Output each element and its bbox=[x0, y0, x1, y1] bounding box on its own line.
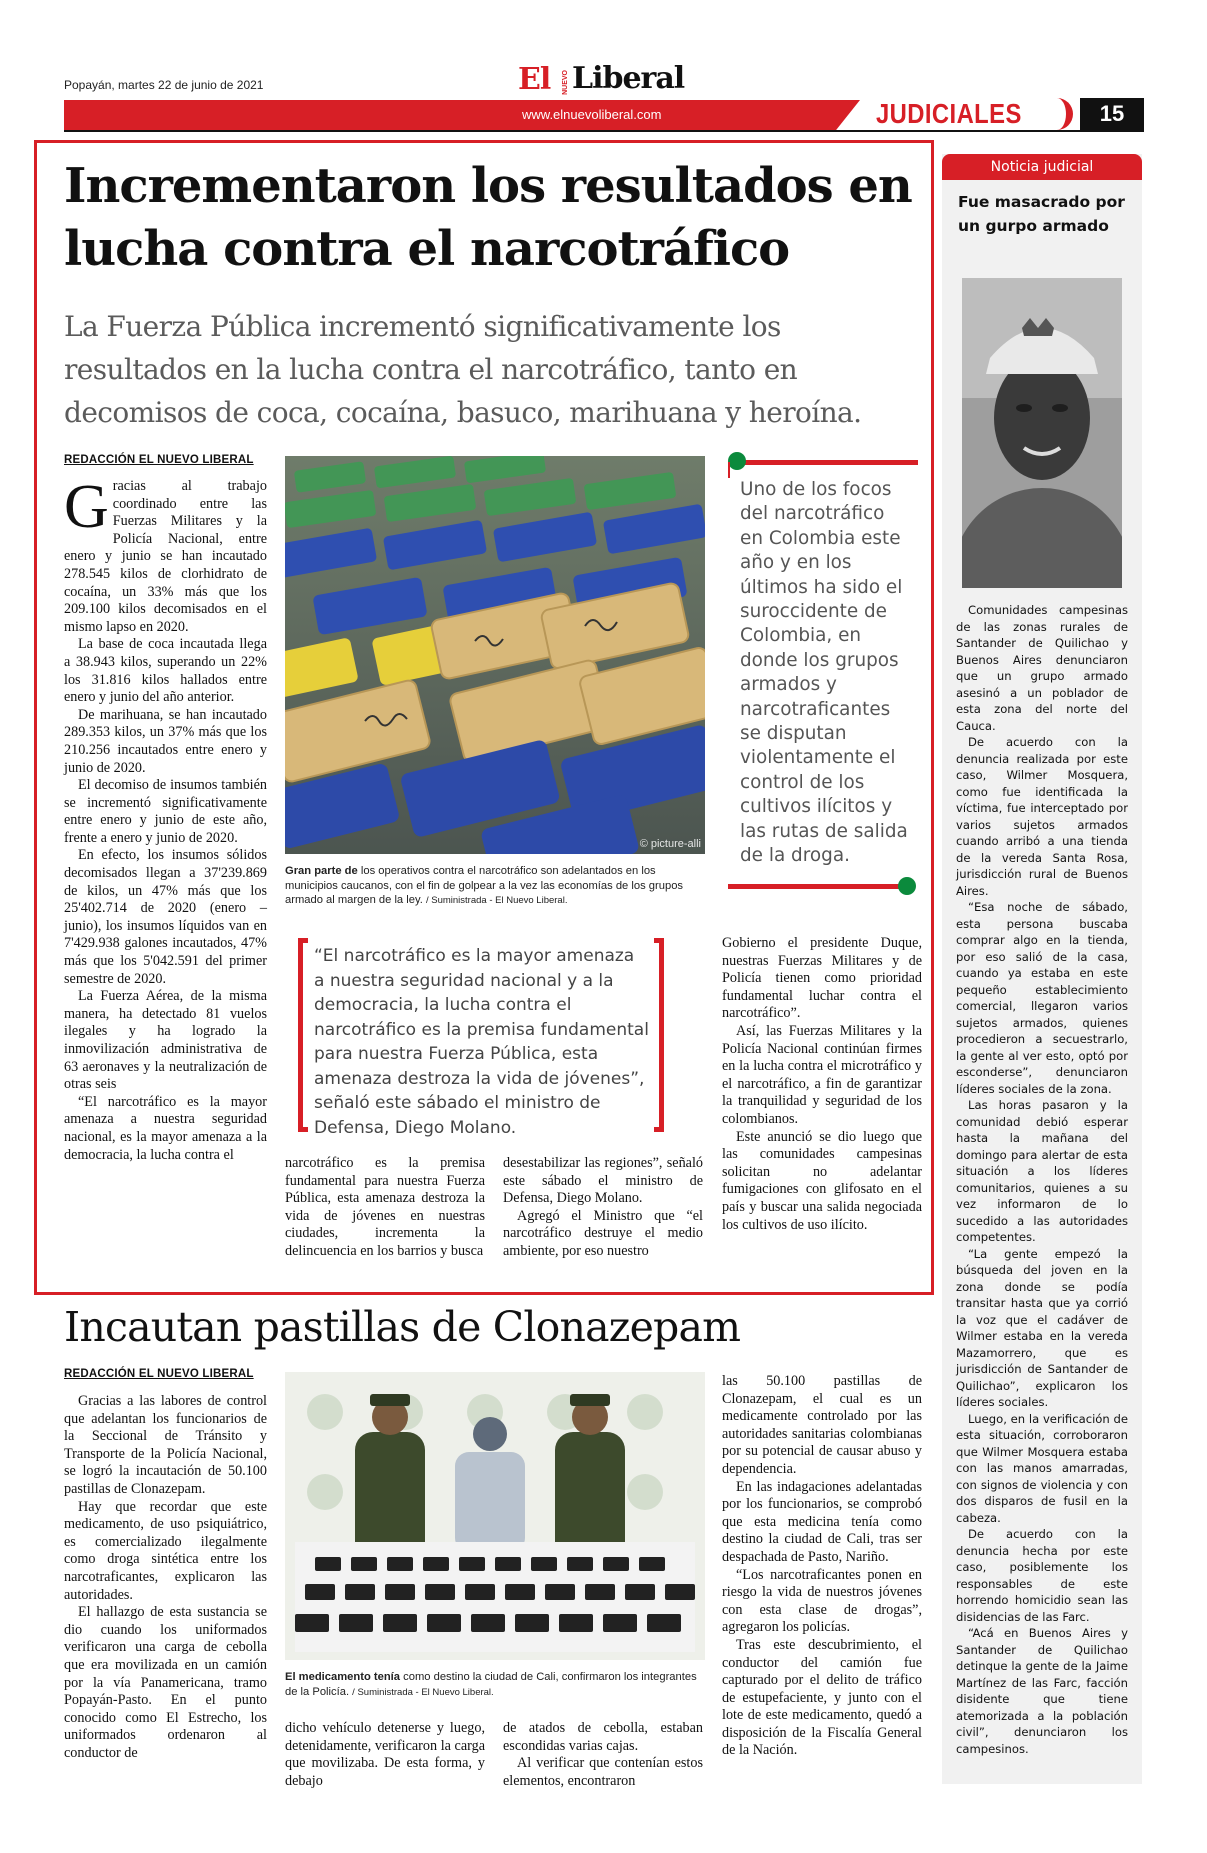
pullquote-left-rule bbox=[728, 462, 730, 478]
main-col1-p2: La base de coca incautada llega a 38.943 kilos, superando un 22% los 31.816 kilos hallados entre enero y junio del año anterior. bbox=[64, 636, 267, 706]
second-col3-p1: de atados de cebolla, estaban escondidas varias cajas. bbox=[503, 1720, 703, 1754]
website-url: www.elnuevoliberal.com bbox=[522, 107, 662, 122]
logo-el: El bbox=[518, 62, 551, 97]
main-col1-p3: De marihuana, se han incautado 289.353 kilos, un 37% más que los 210.256 incautados entre enero y junio de 2020. bbox=[64, 706, 267, 776]
second-caption-credit: / Suministrada - El Nuevo Liberal. bbox=[352, 1686, 494, 1698]
sidebar-photo bbox=[962, 278, 1122, 588]
second-col2-p1: dicho vehículo detenerse y luego, detenidamente, verificaron la carga que movilizaba. De esta forma, y debajo bbox=[285, 1720, 485, 1789]
header-red-bar bbox=[64, 100, 860, 130]
main-col1-p1: racias al trabajo coordinado entre las Fuerzas Militares y la Policía Nacional, entre enero y junio se han incautado 278.545 kilos de clorhidrato de cocaína, un 33% más que los 209.100 kilos decomisados en el mismo lapso en 2020. bbox=[64, 478, 267, 635]
newspaper-logo bbox=[518, 62, 698, 96]
main-deck: La Fuerza Pública incrementó significativamente los resultados en la lucha contra el narcotráfico, tanto en decomisos de coca, cocaína, basuco, marihuana y heroína. bbox=[64, 310, 862, 429]
second-photo bbox=[285, 1372, 705, 1660]
main-photo-caption bbox=[285, 864, 705, 909]
second-caption-text: como destino la ciudad de Cali, confirmaron los integrantes de la Policía. bbox=[285, 1671, 697, 1698]
quote-box bbox=[298, 938, 664, 1138]
quote-bracket-right bbox=[654, 938, 664, 1132]
second-byline: REDACCIÓN EL NUEVO LIBERAL bbox=[64, 1368, 254, 1380]
main-col1-p7: “El narcotráfico es la mayor amenaza a nuestra seguridad nacional, es la mayor amenaza a la democracia, la lucha contra el bbox=[64, 1093, 267, 1163]
main-byline: REDACCIÓN EL NUEVO LIBERAL bbox=[64, 454, 254, 466]
pullquote-top-dot bbox=[728, 452, 746, 470]
dropcap: G bbox=[64, 473, 109, 541]
main-photo bbox=[285, 456, 705, 854]
section-title: JUDICIALES bbox=[876, 98, 1022, 129]
second-column-3 bbox=[503, 1720, 703, 1790]
drug-packages-illustration bbox=[285, 456, 705, 854]
sidebar-body bbox=[956, 602, 1128, 1757]
quote-bracket-left bbox=[298, 938, 308, 1132]
second-column-4 bbox=[722, 1373, 922, 1760]
sidebar-headline: Fue masacrado por un gurpo armado bbox=[958, 193, 1125, 235]
section-swoosh bbox=[1044, 98, 1073, 130]
main-col4-p1: Gobierno el presidente Duque, nuestras Fuerzas Militares y de Policía tienen como prioridad fundamental luchar contra el narcotráfico”. bbox=[722, 935, 922, 1022]
second-col4-p2: En las indagaciones adelantadas por los funcionarios, se comprobó que esta medicina tenía como destino la ciudad de Cali, tras ser despachada de Pasto, Nariño. bbox=[722, 1478, 922, 1565]
main-col3-p1: desestabilizar las regiones”, señaló este sábado el ministro de Defensa, Diego Molano. bbox=[503, 1155, 703, 1207]
main-col4-p2: Así, las Fuerzas Militares y la Policía Nacional continúan firmes en la lucha contra el microtráfico y el narcotráfico, a fin de garantizar la tranquilidad y seguridad de los colombianos. bbox=[722, 1022, 922, 1127]
second-col1-p3: El hallazgo de esta sustancia se dio cuando los uniformados verificaron una carga de cebolla que era movilizada en un camión por la vía Panamericana, tramo Popayán-Pasto. En el punto conocido como El Estrecho, los uniformados ordenaron al conductor de bbox=[64, 1604, 267, 1761]
pullquote-bottom-dot bbox=[898, 877, 916, 895]
header-thin-line bbox=[64, 130, 1144, 132]
main-col2-p1: narcotráfico es la premisa fundamental para nuestra Fuerza Pública, esta amenaza destroza la vida de jóvenes en nuestras ciudades, incrementa la delincuencia en los barrios y busca bbox=[285, 1155, 485, 1259]
sidebar-p8: “Acá en Buenos Aires y Santander de Quilichao detinque la gente de la Jaime Martínez de las Farc, facción disidente que tiene atemorizada a la población civil”, denunciaron los campesinos. bbox=[956, 1626, 1128, 1756]
second-col4-p4: Tras este descubrimiento, el conductor del camión fue capturado por el delito de tráfico de estupefaciente, y junto con el lote de este medicamento, quedó a disposición de la Fiscalía General de la Nación. bbox=[722, 1636, 922, 1759]
main-column-2 bbox=[285, 1155, 485, 1261]
caption-text: los operativos contra el narcotráfico son adelantados en los municipios caucanos, con el fin de golpear a la vez las economías de los grupos armado al margen de la ley. bbox=[285, 865, 684, 906]
second-column-1 bbox=[64, 1393, 267, 1762]
second-col1-p2: Hay que recordar que este medicamento, de uso psiquiátrico, es comercializado ilegalmente como droga sintética entre los narcotraficantes, explicaron las autoridades. bbox=[64, 1498, 267, 1603]
logo-liberal: Liberal bbox=[572, 61, 685, 96]
main-headline: Incrementaron los resultados en lucha contra el narcotráfico bbox=[64, 158, 912, 277]
caption-credit: / Suministrada - El Nuevo Liberal. bbox=[425, 895, 568, 906]
main-column-3 bbox=[503, 1155, 703, 1261]
police-seizure-illustration bbox=[285, 1372, 705, 1660]
main-column-4 bbox=[722, 935, 922, 1234]
pullquote-bottom-rule bbox=[728, 884, 906, 889]
sidebar-p2: De acuerdo con la denuncia realizada por este caso, Wilmer Mosquera, como fue identificada la víctima, fue interceptado por varios sujetos armados cuando arribó a una tienda de la vereda Santa Rosa, jurisdicción rural de Buenos Aires. bbox=[956, 735, 1128, 898]
victim-portrait bbox=[962, 278, 1122, 588]
sidebar-p4: Las horas pasaron y la comunidad debió esperar hasta la mañana del domingo para alertar de esta situación a los líderes comunitarios, quienes a su vez informaron de lo sucedido a las autoridades competentes. bbox=[956, 1098, 1128, 1244]
page-number: 15 bbox=[1080, 98, 1144, 130]
pullquote-top-rule bbox=[738, 460, 918, 465]
second-column-2 bbox=[285, 1720, 485, 1790]
main-col1-p5: En efecto, los insumos sólidos decomisados llegan a 37'239.869 de kilos, un 47% más que los 25'402.714 de 2020 (enero – junio), los insumos líquidos van en 7'429.938 galones incautados, 47% más que los 5'042.591 del primer semestre de 2020. bbox=[64, 847, 267, 987]
photo-watermark: © picture-alli bbox=[639, 838, 701, 850]
second-col4-p3: “Los narcotraficantes ponen en riesgo la vida de nuestros jóvenes con esta clase de drogas”, agregaron los policías. bbox=[722, 1566, 922, 1636]
sidebar-label: Noticia judicial bbox=[942, 154, 1142, 180]
caption-lead: Gran parte de bbox=[285, 865, 358, 877]
main-column-1 bbox=[64, 473, 267, 1164]
second-col4-p1: las 50.100 pastillas de Clonazepam, el cual es un medicamente controlado por las autoridades sanitarias colombianas por su potencial de causar abuso y dependencia. bbox=[722, 1373, 922, 1477]
sidebar-p7: De acuerdo con la denuncia hecha por este caso, posiblemente los responsables de este horrendo homicidio sean las disidencias de las Farc. bbox=[956, 1527, 1128, 1624]
main-col3-p2: Agregó el Ministro que “el narcotráfico destruye el medio ambiente, por eso nuestro bbox=[503, 1207, 703, 1259]
second-col1-p1: Gracias a las labores de control que adelantan los funcionarios de la Seccional de Tránsito y Transporte de la Policía Nacional, se logró la incautación de 50.100 pastillas de Clonazepam. bbox=[64, 1393, 267, 1497]
second-headline: Incautan pastillas de Clonazepam bbox=[64, 1303, 741, 1351]
second-photo-caption bbox=[285, 1670, 705, 1700]
second-col3-p2: Al verificar que contenían estos elementos, encontraron bbox=[503, 1755, 703, 1789]
pullquote-text: Uno de los focos del narcotráfico en Colombia este año y en los últimos ha sido el suroccidente de Colombia, en donde los grupos armados y narcotraficantes se disputan violentamente el control de los cultivos ilícitos y las rutas de salida de la droga. bbox=[740, 479, 908, 867]
second-caption-lead: El medicamento tenía bbox=[285, 1671, 401, 1683]
sidebar-p6: Luego, en la verificación de esta situación, corroboraron que Wilmer Mosquera estaba con las manos amarradas, con signos de violencia y con dos disparos de fusil en la cabeza. bbox=[956, 1411, 1128, 1525]
quote-text: “El narcotráfico es la mayor amenaza a nuestra seguridad nacional y a la democracia, la lucha contra el narcotráfico es la premisa fundamental para nuestra Fuerza Pública, esta amenaza destroza la vida de jóvenes”, señaló este sábado el ministro de Defensa, Diego Molano. bbox=[314, 946, 649, 1138]
sidebar-p5: “La gente empezó la búsqueda del joven en la zona donde se podía transitar hasta que ya corrió la voz que el cadáver de Wilmer estaba en la vereda Mazamorrero, que es jurisdicción de Santander de Quilichao”, explicaron los líderes sociales. bbox=[956, 1246, 1128, 1409]
sidebar-p3: “Esa noche de sábado, esta persona buscaba comprar algo en la tienda, por eso salió de la casa, cuando ya estaba en este pequeño establecimiento comercial, llegaron varios sujetos armados, quienes procedieron a secuestrarlo, la gente al ver esto, optó por esconderse”, denunciaron líderes sociales de la zona. bbox=[956, 900, 1128, 1096]
main-col4-p3: Este anunció se dio luego que las comunidades campesinas solicitan no adelantar fumigaciones con glifosato en el país y buscar una salida negociada los cultivos de uso ilícito. bbox=[722, 1128, 922, 1233]
dateline: Popayán, martes 22 de junio de 2021 bbox=[64, 78, 264, 92]
sidebar-p1: Comunidades campesinas de las zonas rurales de Santander de Quilichao y Buenos Aires denunciaron que un grupo armado asesinó a un poblador de esta zona del norte del Cauca. bbox=[956, 603, 1128, 733]
logo-nuevo: NUEVO bbox=[562, 70, 569, 95]
main-col1-p4: El decomiso de insumos también se incrementó significativamente entre enero y junio de este año, frente a enero y junio de 2020. bbox=[64, 777, 267, 846]
main-col1-p6: La Fuerza Aérea, de la misma manera, ha detectado 81 vuelos ilegales y ha logrado la inmovilización administrativa de 63 aeronaves y la neutralización de otras seis bbox=[64, 988, 267, 1093]
